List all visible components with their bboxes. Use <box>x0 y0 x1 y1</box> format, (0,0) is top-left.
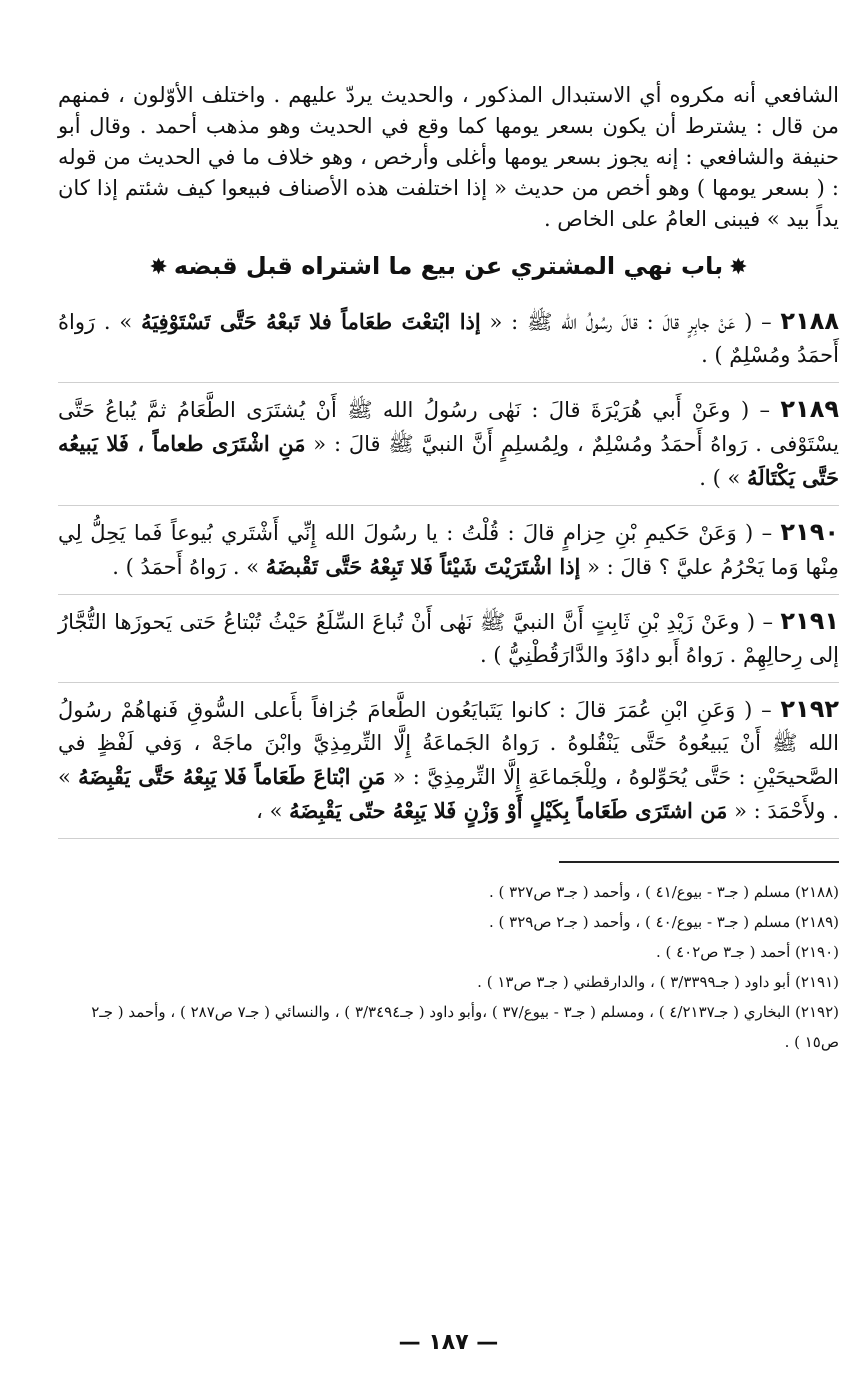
hadith-entry <box>58 595 839 683</box>
hadith-text: – ( وَعَنْ حَكيمِ بْنِ حِزامٍ قالَ : قُلْتُ : يا رسُولَ الله إِنِّي أَشْتَري بُيوعاً فَما يَحِلُّ لِي مِنْها وَما يَحْرُمُ عليَّ ؟ قالَ : « <box>58 521 839 579</box>
intro-paragraph: الشافعي أنه مكروه أي الاستبدال المذكور ، والحديث يردّ عليهم . واختلف الأوّلون ، فمنهم من قال : يشترط أن يكون بسعر يومها كما وقع في الحديث وهو مذهب أحمد . وقال أبو حنيفة والشافعي : إنه يجوز بسعر يومها وأغلى وأرخص ، وهو خلاف ما في الحديث من قوله : ( بسعر يومها ) وهو أخص من حديث « إذا اختلفت هذه الأصناف فبيعوا كيف شئتم إذا كان يداً بيد » فيبنى العامُ على الخاص . <box>58 83 839 231</box>
hadith-text: » ، <box>256 799 290 823</box>
hadith-quote: مَن اشتَرَى طَعَاماً بِكَيْلٍ أَوْ وَزْنٍ فَلا يَبِعْهُ حتّى يَقْبِضَهُ <box>289 798 728 823</box>
hadith-entry <box>58 383 839 506</box>
page-number: — ١٨٧ — <box>398 1330 499 1355</box>
hadith-text: – ( وعَنْ زَيْدِ بْنِ ثَابِتٍ أَنَّ النبيَّ ﷺ نَهٰى أَنْ تُباعَ السِّلَعُ حَيْثُ تُبْتاعُ حَتى يَحوزَها التُّجَّارُ إلى رِحالِهِمْ . رَواهُ أَبو داوُدَ والدَّارَقُطْنِيُّ ) . <box>58 610 839 667</box>
chapter-title-text: باب نهي المشتري عن بيع ما اشتراه قبل قبضه <box>173 252 724 280</box>
hadith-entry <box>58 683 839 839</box>
footnote-divider <box>559 861 839 863</box>
hadith-text: » . رَواهُ أَحمَدُ ومُسْلِمٌ ) . <box>58 310 839 367</box>
hadith-quote: مَنِ ابْتاعَ طَعَاماً فَلا يَبِعْهُ حَتَّى يَقْبِضَهُ <box>78 764 386 789</box>
hadith-quote: إذا اشْتَرَيْتَ شَيْئاً فَلا تَبِعْهُ حَتَّى تَقْبضَهُ <box>265 554 581 579</box>
star-ornament-icon: ✸ <box>729 255 748 280</box>
book-page <box>58 80 839 1360</box>
footnote: (٢١٩٠) أحمد ( جـ٣ ص٤٠٢ ) . <box>655 943 839 961</box>
footnote: (٢١٩١) أبو داود ( جـ٣/٣٣٩٩ ) ، والدارقطني ( جـ٣ ص١٣ ) . <box>477 973 839 991</box>
hadith-number: ٢١٨٨ <box>780 307 840 335</box>
hadith-number: ٢١٩٠ <box>780 518 839 546</box>
hadith-number: ٢١٩١ <box>780 607 839 635</box>
hadith-entry <box>58 295 839 383</box>
hadith-entry <box>58 506 839 595</box>
hadith-text: » ) . <box>699 466 748 490</box>
hadith-text: » . رَواهُ أَحمَدُ ) . <box>112 555 266 579</box>
footnote: (٢١٨٩) مسلم ( جـ٣ - بيوع/٤٠ ) ، وأحمد ( جـ٢ ص٣٢٩ ) . <box>489 913 839 931</box>
star-ornament-icon: ✸ <box>149 255 168 280</box>
hadith-text: » . ولأَحْمَدَ : « <box>58 765 839 823</box>
hadith-quote: إذا ابْتعْتَ طعَاماً فلا تَبعْهُ حَتَّى تَسْتَوْفِيَهُ <box>141 309 481 334</box>
hadith-text: – ( عَنْ جابِرٍ قالَ : قالَ رسُولُ الله ﷺ : « <box>480 310 781 334</box>
hadith-text: – ( وعَنْ أَبي هُرَيْرَةَ قالَ : نَهٰى رسُولُ الله ﷺ أَنْ يُشتَرَى الطَّعَامُ ثمَّ يُباعُ حَتَّى يسْتَوْفى . رَواهُ أَحمَدُ ومُسْلِمٌ ، ولِمُسلِمٍ أَنَّ النبيَّ ﷺ قالَ : « <box>58 398 839 456</box>
hadith-quote: مَنِ اشْتَرَى طعاماً ، فَلا يَبيعُه حَتَّى يَكْتَالَهُ <box>58 431 839 490</box>
footnotes <box>58 877 839 1057</box>
hadith-text: – ( وَعَنِ ابْنِ عُمَرَ قالَ : كانوا يَتَبايَعُون الطَّعامَ جُزافاً بأَعلى السُّوقِ فَنهاهُمْ رسُولُ الله ﷺ أَنْ يَبيعُوهُ حَتَّى يَنْقُلوهُ . رَواهُ الجَماعَةُ إِلَّا التِّرمِذِيَّ وابْنَ ماجَهْ ، وَفي لَفْظٍ في الصَّحيحَيْنِ : حَتَّى يُحَوِّلوهُ ، ولِلْجَماعَةِ إِلَّا التِّرمِذِيَّ : « <box>58 698 840 789</box>
hadith-number: ٢١٩٢ <box>780 695 839 723</box>
footnote: (٢١٩٢) البخاري ( جـ٤/٢١٣٧ ) ، ومسلم ( جـ٣ - بيوع/٣٧ ) ،وأبو داود ( جـ٣/٣٤٩٤ ) ، والنسائي ( جـ٧ ص٢٨٧ ) ، وأحمد ( جـ٢ ص١٥ ) . <box>91 1003 839 1051</box>
hadith-number: ٢١٨٩ <box>780 395 839 423</box>
chapter-title <box>58 249 839 285</box>
footnote: (٢١٨٨) مسلم ( جـ٣ - بيوع/٤١ ) ، وأحمد ( جـ٣ ص٣٢٧ ) . <box>489 883 839 901</box>
